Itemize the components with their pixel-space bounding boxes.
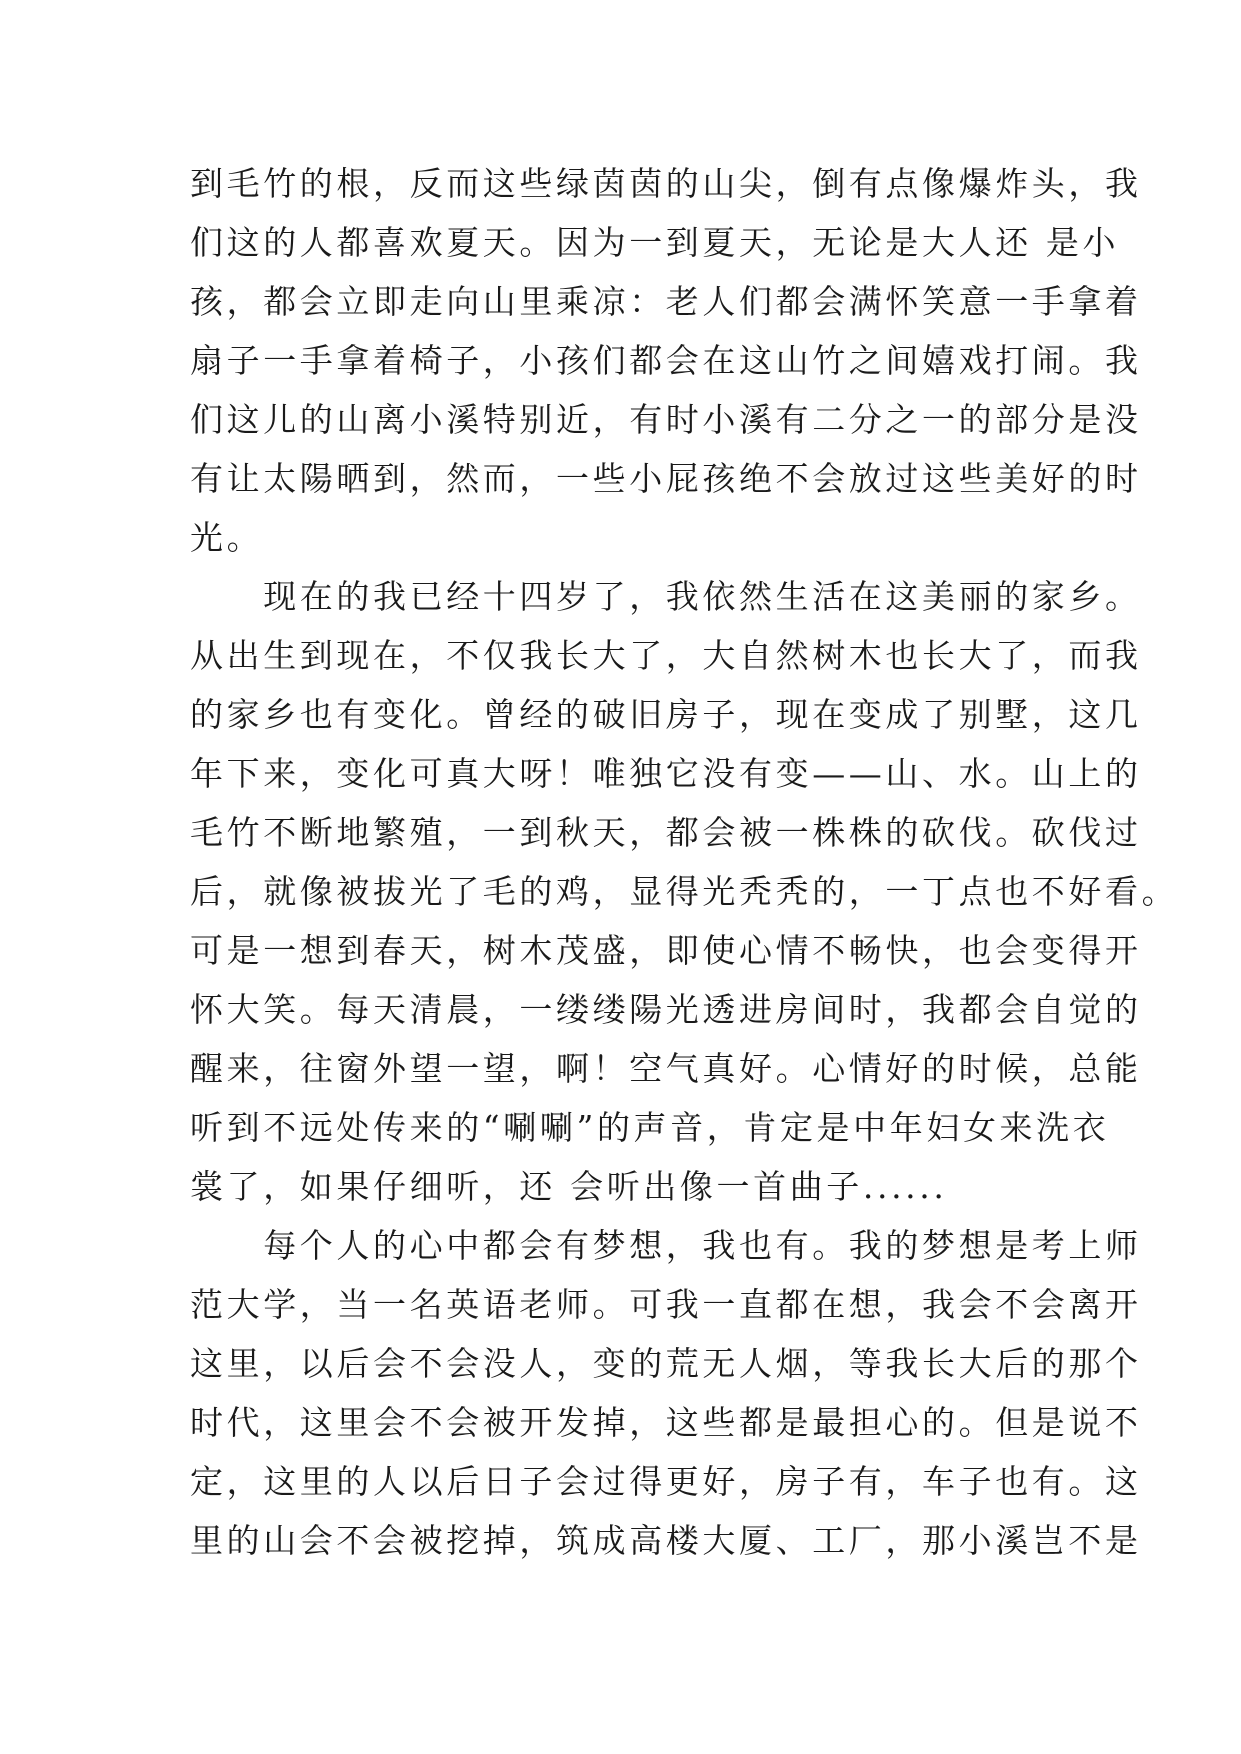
text-line: 们这的人都喜欢夏天。因为一到夏天，无论是大人还 是小 <box>190 223 1120 262</box>
text-line: 后，就像被拔光了毛的鸡，显得光秃秃的，一丁点也不好看。 <box>190 872 1179 911</box>
text-line: 毛竹不断地繁殖，一到秋天，都会被一株株的砍伐。砍伐过 <box>190 813 1142 852</box>
text-line: 有让太陽晒到，然而，一些小屁孩绝不会放过这些美好的时 <box>190 459 1142 498</box>
text-line: 可是一想到春天，树木茂盛，即使心情不畅快，也会变得开 <box>190 931 1142 970</box>
text-line: 定，这里的人以后日子会过得更好，房子有，车子也有。这 <box>190 1462 1142 1501</box>
text-line: 扇子一手拿着椅子，小孩们都会在这山竹之间嬉戏打闹。我 <box>190 341 1142 380</box>
text-line: 们这儿的山离小溪特别近，有时小溪有二分之一的部分是没 <box>190 400 1142 439</box>
text-line: 到毛竹的根，反而这些绿茵茵的山尖，倒有点像爆炸头，我 <box>190 164 1142 203</box>
text-line: 里的山会不会被挖掉，筑成高楼大厦、工厂，那小溪岂不是 <box>190 1521 1142 1560</box>
text-line: 年下来，变化可真大呀！唯独它没有变——山、水。山上的 <box>190 754 1142 793</box>
text-line: 裳了，如果仔细听，还 会听出像一首曲子...... <box>190 1167 948 1206</box>
text-line: 现在的我已经十四岁了，我依然生活在这美丽的家乡。 <box>190 577 1142 616</box>
text-line: 范大学，当一名英语老师。可我一直都在想，我会不会离开 <box>190 1285 1142 1324</box>
text-line: 的家乡也有变化。曾经的破旧房子，现在变成了别墅，这几 <box>190 695 1142 734</box>
document-body <box>190 162 1179 1578</box>
text-line: 醒来，往窗外望一望，啊！空气真好。心情好的时候，总能 <box>190 1049 1142 1088</box>
text-line: 时代，这里会不会被开发掉，这些都是最担心的。但是说不 <box>190 1403 1142 1442</box>
text-line: 光。 <box>190 518 264 557</box>
text-line: 每个人的心中都会有梦想，我也有。我的梦想是考上师 <box>190 1226 1142 1265</box>
text-line: 孩，都会立即走向山里乘凉：老人们都会满怀笑意一手拿着 <box>190 282 1142 321</box>
text-line: 从出生到现在，不仅我长大了，大自然树木也长大了，而我 <box>190 636 1142 675</box>
text-line: 这里，以后会不会没人，变的荒无人烟，等我长大后的那个 <box>190 1344 1142 1383</box>
text-line: 听到不远处传来的“唰唰”的声音，肯定是中年妇女来洗衣 <box>190 1108 1110 1147</box>
text-line: 怀大笑。每天清晨，一缕缕陽光透进房间时，我都会自觉的 <box>190 990 1142 1029</box>
